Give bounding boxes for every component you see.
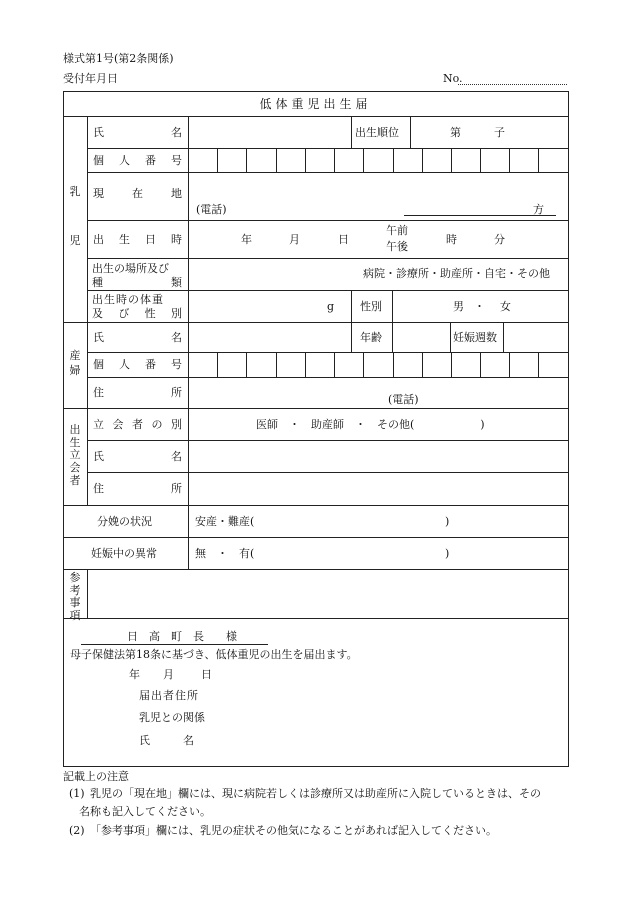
am-label: 午前 [386,224,408,237]
note-2-number: (2) [69,824,85,837]
attendant-address-label: 住 所 [93,482,182,495]
declaration-year-unit: 年 [129,668,140,681]
attendant-type-label: 立 会 者 の 別 [93,418,182,431]
female-option[interactable]: 女 [500,300,511,313]
birth-day-unit: 日 [338,233,349,246]
male-option[interactable]: 男 [453,300,464,313]
note-1-number: (1) [69,787,85,800]
note-1-text-cont: 名称も記入してください。 [79,805,211,818]
note-2-text: 「参考事項」欄には、乳児の症状その他気になることがあれば記入してください。 [90,824,497,837]
mother-section-label: 産 婦 [69,349,81,377]
birthplace-type-label: 種 類 [92,276,182,289]
attendant-name-label: 氏 名 [93,450,182,463]
notifier-name-label: 氏 名 [139,734,194,747]
mother-age-label: 年齢 [360,331,382,344]
birth-order-label: 出生順位 [355,126,399,139]
birth-minute-unit: 分 [494,233,505,246]
attendant-type-options: 医師 ・ 助産師 ・ その他( ) [256,418,485,431]
mother-name-label: 氏 名 [93,331,182,344]
birth-order-value: 第 子 [450,126,505,139]
form-title: 低体重児出生届 [259,97,372,111]
mother-address-label: 住 所 [93,386,182,399]
addressee-underline [81,644,268,645]
declaration-day-unit: 日 [201,668,212,681]
mother-phone-label: (電話) [388,393,419,406]
infant-section-label: 乳 児 [69,185,81,247]
note-1-text: 乳児の「現在地」欄には、現に病院若しくは診療所又は助産所に入院しているときは、その [90,787,541,800]
declaration-statement: 母子保健法第18条に基づき、低体重児の出生を届出ます。 [70,648,358,661]
declaration-month-unit: 月 [163,668,174,681]
birth-hour-unit: 時 [446,233,457,246]
birthplace-label: 出生の場所及び [92,262,169,275]
notes-heading: 記載上の注意 [63,770,129,783]
infant-name-label: 氏 名 [93,126,182,139]
mother-id-label: 個 人 番 号 [93,358,182,371]
weight-label: 出生時の体重 [92,293,164,306]
weight-sex-label: 及 び 性 別 [92,307,182,320]
received-date-label: 受付年月日 [63,72,118,85]
birth-year-unit: 年 [241,233,252,246]
addressee: 日 高 町 長 様 [127,630,237,643]
pregnancy-close: ) [445,547,450,560]
notifier-address-label: 届出者住所 [139,689,199,702]
relationship-label: 乳児との関係 [139,711,205,724]
delivery-value: 安産・難産( [195,515,255,528]
sex-separator: ・ [474,300,485,313]
infant-id-label: 個 人 番 号 [93,154,182,167]
sex-label: 性別 [360,300,382,313]
number-field-line[interactable] [458,84,567,85]
gestation-label: 妊娠週数 [453,331,497,344]
number-label: No. [443,72,463,85]
delivery-close: ) [445,515,450,528]
pregnancy-value: 無 ・ 有( [195,547,255,560]
birthplace-options: 病院・診療所・助産所・自宅・その他 [363,267,550,280]
pregnancy-label: 妊娠中の異常 [91,547,157,560]
form-number: 様式第1号(第2条関係) [63,52,174,65]
birth-datetime-label: 出 生 日 時 [93,233,182,246]
infant-phone-label: (電話) [196,203,227,216]
delivery-label: 分娩の状況 [97,515,152,528]
pm-label: 午後 [386,240,408,253]
infant-address-label: 現 在 地 [93,187,182,200]
attendant-section-label: 出 生 立 会 者 [69,423,81,487]
notes-section-label: 参 考 事 項 [69,571,81,622]
infant-phone-suffix: 方 [533,203,544,216]
weight-unit: g [327,300,335,313]
birth-month-unit: 月 [289,233,300,246]
